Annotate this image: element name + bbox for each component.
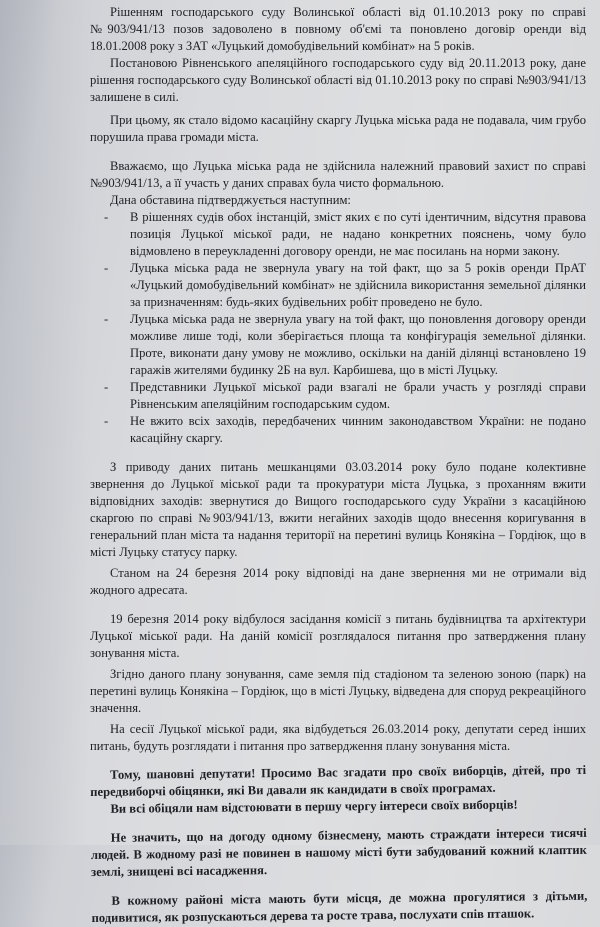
list-item: - Луцька міська рада не звернула увагу на той факт, що поновлення договору оренди можливе лише тоді, коли зберігається площа та конфігурація земельної ділянки. Проте, виконати дану умову не можливо, оскільки на даній ділянці встановлено 19 гаражів жителями будинку 2Б на вул. Карбишева, що в місті Луцьку. xyxy=(90,311,586,379)
paragraph-confirm-intro: Дана обставина підтверджується наступним: xyxy=(110,193,351,207)
bold-appeal-paragraph: Тому, шановні депутати! Просимо Вас згадати про своїх виборців, дітей, про ті передвиборчі обіцянки, які Ви давали як кандидати в своїх програмах. xyxy=(90,762,587,799)
list-item: - Не вжито всіх заходів, передбачених чинним законодавством України: не подано касаційну скаргу. xyxy=(90,413,586,447)
paragraph-cassation: При цьому, як стало відомо касаційну скаргу Луцька міська рада не подавала, чим грубо порушила права громади міста. xyxy=(90,113,586,144)
paragraph-collective-appeal: З приводу даних питань мешканцями 03.03.2014 року було подане колективне звернення до Луцької міської ради та прокуратури міста Луцька, з проханням вжити відповідних заходів: звернутися до Вищого господарського суду України з касаційною скаргою по справі №903/941/13, вжити негайних заходів щодо внесення коригування в генеральний план міста та надання території на перетині вулиць Конякіна – Гордіюк, що в місті Луцьку статусу парку. xyxy=(90,460,586,559)
paper-fold-shadow xyxy=(0,0,90,845)
list-item: - Представники Луцької міської ради взагалі не брали участь у розгляді справи Рівненським апеляційним господарським судом. xyxy=(90,379,586,413)
bold-appeal-paragraph: Ви всі обіцяли нам відстоювати в першу чергу інтереси своїх виборців! xyxy=(110,797,518,816)
list-item: - В рішеннях судів обох інстанцій, зміст яких є по суті ідентичним, відсутня правова позиція Луцької міської ради, не надано конкретних пояснень, чому було відмовлено в переукладенні договору оренди, не має посилань на норми закону. xyxy=(90,209,586,260)
paragraph-court-decision: Рішенням господарського суду Волинської області від 01.10.2013 року по справі №903/941/13 позов задоволено в повному об'ємі та поновлено договір оренди від 18.01.2008 року з ЗАТ «Луцький домобудівельний комбінат» на 5 років. xyxy=(90,5,586,53)
paragraph-appeal-court: Постановою Рівненського апеляційного господарського суду від 20.11.2013 року, дане рішення господарського суду Волинської області від 01.10.2013 року по справі №903/941/13 залишене в силі. xyxy=(90,56,586,104)
paragraph-no-answer: Станом на 24 березня 2014 року відповіді на дане звернення ми не отримали від жодного адресата. xyxy=(90,566,586,597)
appeal-to-deputies xyxy=(90,762,588,927)
paragraph-zoning: Згідно даного плану зонування, саме земля під стадіоном та зеленою зоною (парк) на перетині вулиць Конякіна – Гордіюк, що в місті Луцьку, відведена для споруд рекреаційного значення. xyxy=(90,667,586,715)
evidence-list xyxy=(90,209,586,447)
list-item: - Луцька міська рада не звернула увагу на той факт, що за 5 років оренди ПрАТ «Луцький домобудівельний комбінат» не здійснила використання земельної ділянки за призначенням: будь-яких будівельних робіт проведено не було. xyxy=(90,260,586,311)
bold-appeal-paragraph: Не значить, що на догоду одному бізнесмену, мають страждати інтереси тисячі людей. В жодному разі не повинен в нашому місті бути забудований кожний клаптик землі, знищені всі насадження. xyxy=(90,825,587,879)
paragraph-session: На сесії Луцької міської ради, яка відбудеться 26.03.2014 року, депутати серед інших питань, будуть розглядати і питання про затвердження плану зонування міста. xyxy=(90,722,586,753)
paragraph-commission: 19 березня 2014 року відбулося засідання комісії з питань будівництва та архітектури Луцької міської ради. На даній комісії розглядалося питання про затвердження плану зонування міста. xyxy=(90,612,586,660)
paragraph-opinion: Вважаємо, що Луцька міська рада не здійснила належний правовий захист по справі №903/941/13, а її участь у даних справах була чисто формальною. xyxy=(90,159,586,190)
bold-appeal-paragraph: В кожному районі міста мають бути місця, де можна прогулятися з дітьми, подивитися, як розпускаються дерева та росте трава, послухати спів пташок. xyxy=(91,888,588,925)
document-body xyxy=(90,0,586,927)
